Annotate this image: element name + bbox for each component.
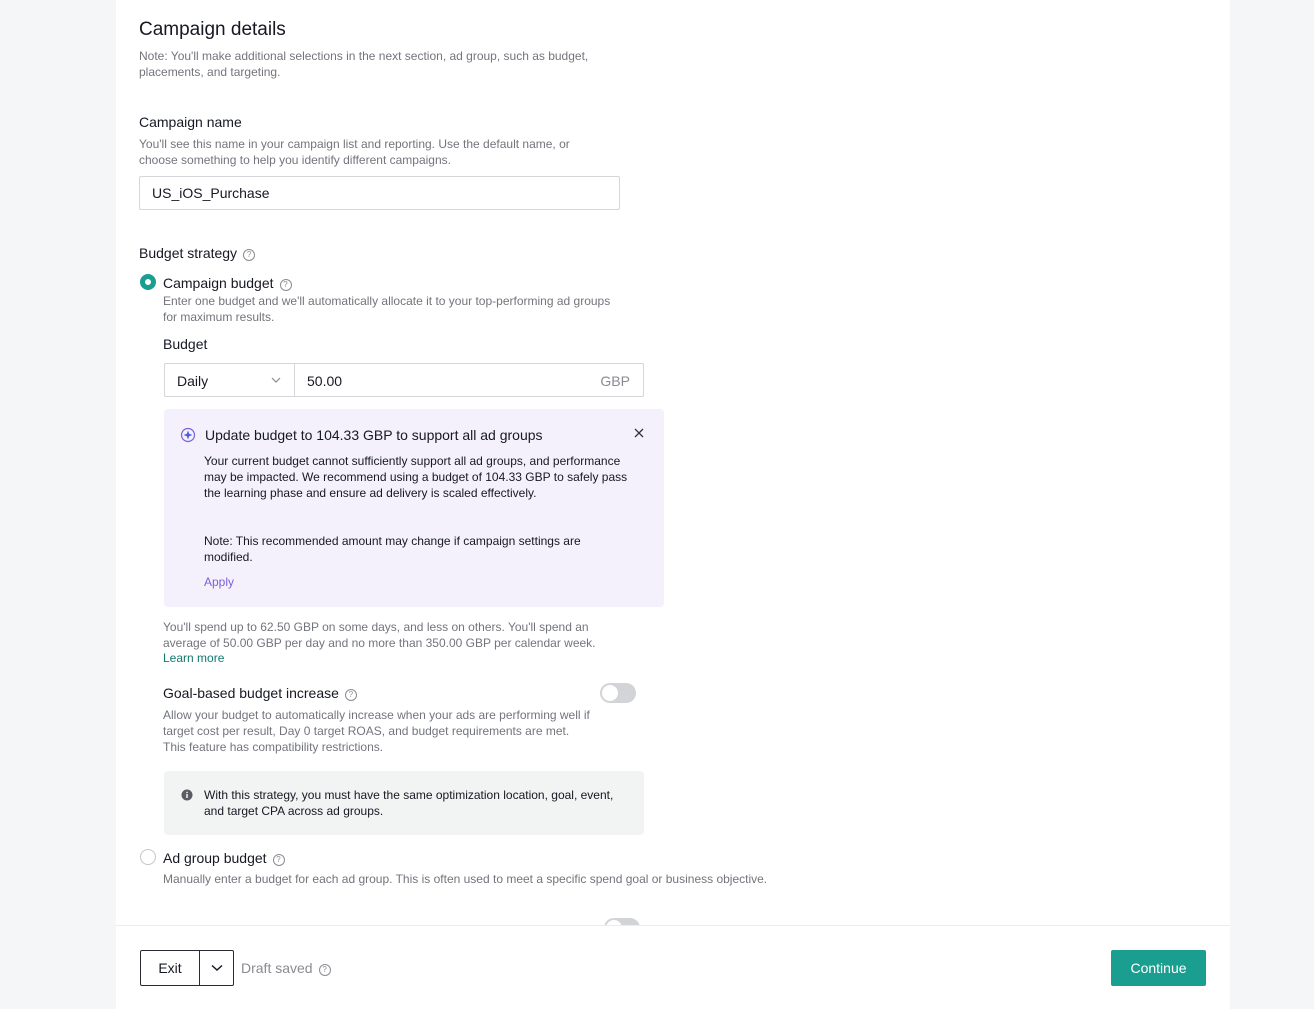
ad-group-budget-label: Ad group budget [163, 850, 267, 866]
close-icon[interactable] [634, 428, 644, 438]
ad-group-budget-description: Manually enter a budget for each ad group. This is often used to meet a specific spend goal or business objective. [163, 872, 768, 886]
help-icon[interactable]: ? [345, 689, 357, 701]
budget-currency: GBP [600, 373, 630, 389]
exit-button-group [140, 950, 234, 986]
strategy-info-text: With this strategy, you must have the same optimization location, goal, event, and target CPA across ad groups. [204, 788, 614, 818]
spend-info: You'll spend up to 62.50 GBP on some days, and less on others. You'll spend an average of 50.00 GBP per day and no more than 350.00 GBP per calendar week. [163, 620, 596, 650]
budget-period-value: Daily [177, 373, 209, 389]
section-note: Note: You'll make additional selections in the next section, ad group, such as budget, placements, and targeting. [139, 49, 589, 79]
ad-group-budget-option[interactable] [163, 850, 285, 866]
campaign-budget-description: Enter one budget and we'll automatically allocate it to your top-performing ad groups for maximum results. [163, 294, 611, 324]
ad-group-budget-radio[interactable] [140, 849, 156, 865]
goal-based-label: Goal-based budget increase [163, 685, 339, 701]
footer-bar [116, 925, 1230, 1009]
help-icon[interactable]: ? [273, 854, 285, 866]
page-title: Campaign details [139, 19, 286, 40]
campaign-budget-radio[interactable] [140, 274, 156, 290]
draft-status-text: Draft saved [241, 960, 313, 976]
exit-button[interactable]: Exit [141, 951, 200, 985]
campaign-budget-label: Campaign budget [163, 275, 274, 291]
help-icon[interactable]: ? [243, 249, 255, 261]
toggle-knob [602, 685, 618, 701]
campaign-name-input[interactable] [139, 176, 620, 210]
campaign-name-description: You'll see this name in your campaign list and reporting. Use the default name, or choose something to help you identify different campaigns. [139, 137, 570, 167]
main-card [116, 0, 1230, 1008]
recommendation-title: Update budget to 104.33 GBP to support all ad groups [205, 427, 543, 443]
budget-amount-input[interactable] [294, 363, 644, 397]
budget-strategy-text: Budget strategy [139, 245, 238, 261]
strategy-info-box [164, 771, 644, 835]
info-icon [181, 789, 193, 801]
budget-recommendation-panel [164, 409, 664, 607]
goal-based-option [163, 685, 357, 701]
help-icon[interactable]: ? [280, 279, 292, 291]
chevron-down-icon [211, 964, 223, 972]
budget-period-select[interactable] [164, 363, 295, 397]
apply-link[interactable]: Apply [204, 575, 235, 589]
goal-based-toggle[interactable] [600, 683, 636, 703]
budget-amount-value: 50.00 [307, 373, 343, 389]
exit-menu-button[interactable] [200, 951, 233, 985]
continue-button[interactable]: Continue [1111, 950, 1206, 986]
campaign-name-label: Campaign name [139, 114, 242, 130]
budget-label: Budget [163, 336, 208, 352]
help-icon[interactable]: ? [319, 964, 331, 976]
draft-status [241, 960, 331, 976]
recommendation-note: Note: This recommended amount may change if campaign settings are modified. [204, 534, 581, 564]
learn-more-link[interactable]: Learn more [163, 651, 225, 665]
chevron-down-icon [271, 377, 281, 384]
budget-strategy-label [139, 245, 255, 261]
sparkle-icon [180, 427, 196, 443]
goal-based-description: Allow your budget to automatically increase when your ads are performing well if target cost per result, Day 0 target ROAS, and budget requirements are met. This feature has compatibility restrictions. [163, 708, 590, 754]
campaign-budget-option[interactable] [163, 275, 292, 291]
recommendation-body: Your current budget cannot sufficiently support all ad groups, and performance may be impacted. We recommend using a budget of 104.33 GBP to safely pass the learning phase and ensure ad delivery is scaled effectively. [204, 454, 628, 500]
